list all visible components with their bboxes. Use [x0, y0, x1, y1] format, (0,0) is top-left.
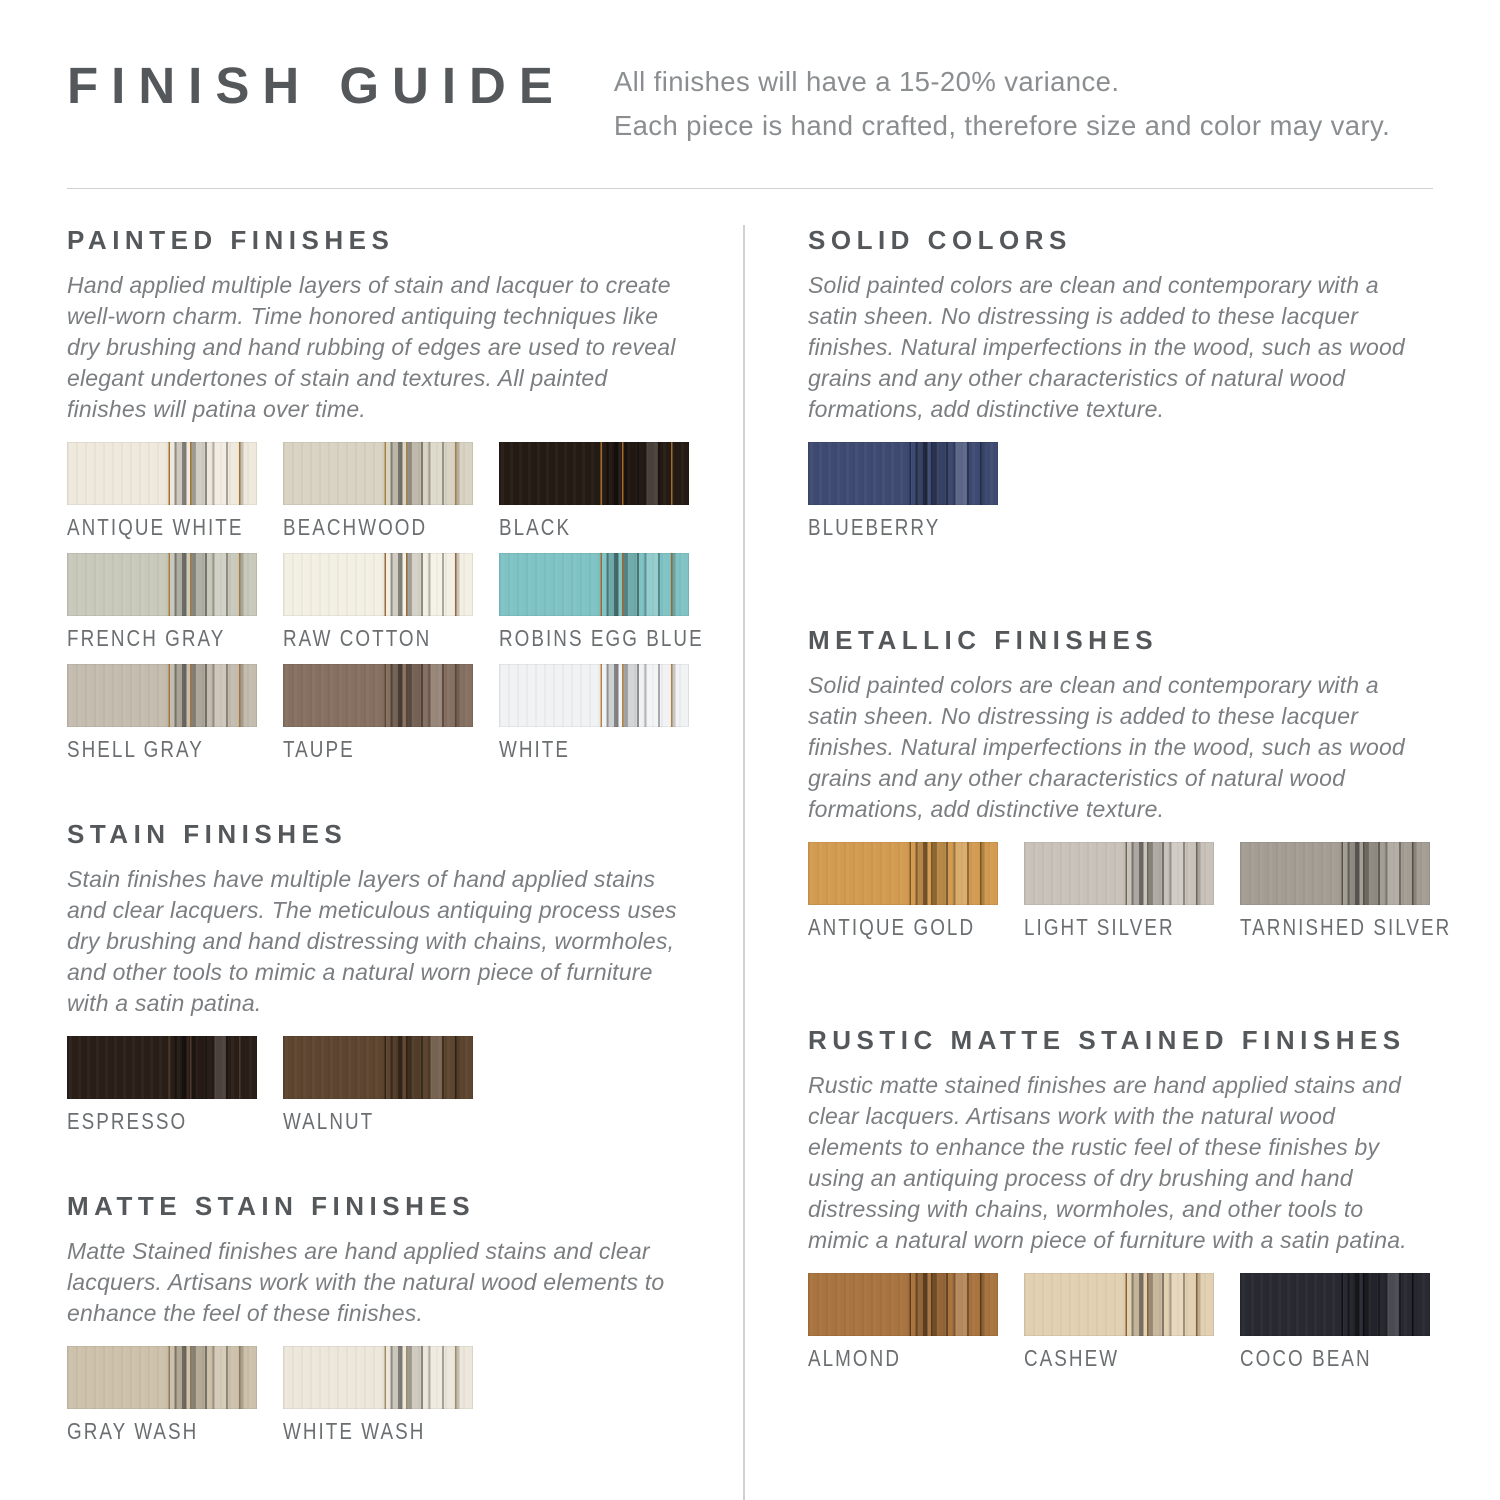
swatch [499, 553, 704, 652]
header [67, 58, 1433, 148]
finish-section [67, 225, 704, 763]
swatch-image [499, 664, 689, 727]
section-title: PAINTED FINISHES [67, 225, 395, 255]
swatch [808, 1273, 998, 1372]
header-divider [67, 188, 1433, 189]
swatch-label: ANTIQUE WHITE [67, 514, 244, 540]
swatch-image [808, 842, 998, 905]
swatch [67, 442, 257, 541]
section-description: Stain finishes have multiple layers of hand applied stains and clear lacquers. The meticulous antiquing process uses dry brushing and hand distressing with chains, wormholes, and other tools to mimic a natural worn piece of furniture with a satin patina. [67, 866, 677, 1016]
swatch [1024, 1273, 1214, 1372]
swatch-image [67, 664, 257, 727]
swatch [1240, 1273, 1430, 1372]
swatch-image [283, 442, 473, 505]
swatch-image [499, 442, 689, 505]
swatch [808, 842, 998, 941]
swatch-image [808, 1273, 998, 1336]
swatch [808, 442, 998, 541]
finish-section [67, 819, 690, 1135]
swatch-image [1024, 842, 1214, 905]
swatch-label: WHITE WASH [283, 1418, 426, 1444]
section-title: MATTE STAIN FINISHES [67, 1191, 476, 1221]
swatch-image [1024, 1273, 1214, 1336]
swatch-image [67, 442, 257, 505]
swatch-label: TARNISHED SILVER [1240, 914, 1452, 940]
swatch-label: WALNUT [283, 1108, 375, 1134]
swatch [283, 553, 473, 652]
swatch-grid [67, 1346, 690, 1445]
swatch-label: FRENCH GRAY [67, 625, 226, 651]
section-description: Solid painted colors are clean and contemporary with a satin sheen. No distressing is added to these lacquer finishes. Natural imperfections in the wood, such as wood grains and any other characteristics of natural wood formations, add distinctive texture. [808, 272, 1405, 422]
swatch [1240, 842, 1452, 941]
section-title: METALLIC FINISHES [808, 625, 1159, 655]
swatch-image [1240, 842, 1430, 905]
swatch-image [283, 1036, 473, 1099]
section-description: Solid painted colors are clean and contemporary with a satin sheen. No distressing is added to these lacquer finishes. Natural imperfections in the wood, such as wood grains and any other characteristics of natural wood formations, add distinctive texture. [808, 672, 1405, 822]
swatch-grid [67, 442, 704, 763]
finish-section [67, 1191, 690, 1445]
swatch-grid [67, 1036, 690, 1135]
column-divider [743, 225, 745, 1500]
section-description: Rustic matte stained finishes are hand applied stains and clear lacquers. Artisans work with the natural wood elements to enhance the rustic feel of these finishes by using an antiquing process of dry brushing and hand distressing with chains, wormholes, and other tools to mimic a natural worn piece of furniture with a satin patina. [808, 1072, 1407, 1253]
finish-section [808, 625, 1452, 941]
left-column [67, 225, 704, 1500]
swatch-label: BLACK [499, 514, 572, 540]
swatch-image [67, 553, 257, 616]
section-title: RUSTIC MATTE STAINED FINISHES [808, 1025, 1406, 1055]
swatch-label: COCO BEAN [1240, 1345, 1372, 1371]
swatch-label: SHELL GRAY [67, 736, 204, 762]
section-title: STAIN FINISHES [67, 819, 348, 849]
swatch-label: ESPRESSO [67, 1108, 188, 1134]
swatch-label: LIGHT SILVER [1024, 914, 1175, 940]
swatch [499, 442, 689, 541]
swatch-label: ANTIQUE GOLD [808, 914, 976, 940]
swatch-label: RAW COTTON [283, 625, 432, 651]
content [67, 225, 1452, 1500]
swatch-grid [808, 842, 1452, 941]
page-title: FINISH GUIDE [67, 57, 566, 114]
page-subtitle [614, 60, 1390, 148]
swatch [67, 664, 257, 763]
finish-section [808, 1025, 1431, 1372]
swatch [283, 1036, 473, 1135]
swatch [283, 442, 473, 541]
subtitle-line-1: All finishes will have a 15-20% variance. [613, 66, 1120, 97]
swatch-image [808, 442, 998, 505]
swatch-image [283, 664, 473, 727]
section-description: Matte Stained finishes are hand applied stains and clear lacquers. Artisans work with the natural wood elements to enhance the feel of these finishes. [67, 1238, 665, 1326]
swatch-image [283, 553, 473, 616]
subtitle-line-2: Each piece is hand crafted, therefore size and color may vary. [613, 110, 1391, 141]
swatch [67, 553, 257, 652]
swatch-label: BEACHWOOD [283, 514, 428, 540]
swatch-grid [808, 442, 1431, 541]
finish-section [808, 225, 1431, 541]
swatch-image [67, 1346, 257, 1409]
swatch-label: GRAY WASH [67, 1418, 199, 1444]
swatch-image [283, 1346, 473, 1409]
swatch [1024, 842, 1214, 941]
swatch-label: ALMOND [808, 1345, 901, 1371]
swatch-grid [808, 1273, 1431, 1372]
swatch-label: BLUEBERRY [808, 514, 941, 540]
swatch-label: WHITE [499, 736, 571, 762]
swatch-image [67, 1036, 257, 1099]
swatch-image [1240, 1273, 1430, 1336]
section-title: SOLID COLORS [808, 225, 1072, 255]
swatch-label: CASHEW [1024, 1345, 1120, 1371]
right-column [808, 225, 1452, 1500]
swatch [499, 664, 689, 763]
swatch [67, 1036, 257, 1135]
swatch [283, 1346, 473, 1445]
swatch-label: ROBINS EGG BLUE [499, 625, 704, 651]
swatch-label: TAUPE [283, 736, 355, 762]
section-description: Hand applied multiple layers of stain and lacquer to create well-worn charm. Time honored antiquing techniques like dry brushing and hand rubbing of edges are used to reveal elegant undertones of stain and textures. All painted finishes will patina over time. [67, 272, 676, 422]
swatch-image [499, 553, 689, 616]
swatch [67, 1346, 257, 1445]
swatch [283, 664, 473, 763]
